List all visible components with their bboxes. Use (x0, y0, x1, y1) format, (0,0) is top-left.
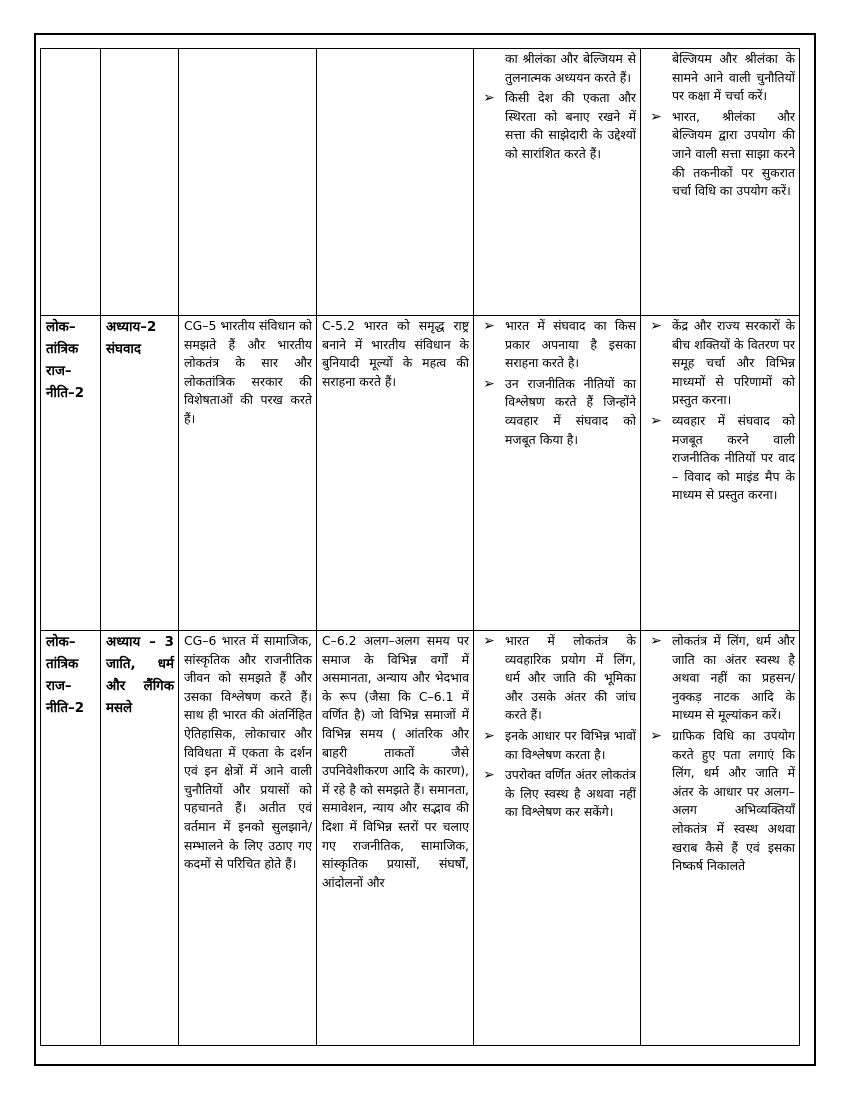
list-item (479, 89, 636, 163)
table-row (41, 49, 800, 316)
list-item (479, 727, 636, 764)
subject-cell: लोक–तांत्रिक राज–नीति–2 (41, 631, 101, 1046)
table-row (41, 316, 800, 631)
list-item (479, 317, 636, 373)
arrow-bullet-icon: ➢ (483, 318, 495, 334)
continued-text: का श्रीलंका और बेल्जियम से तुलनात्मक अध्ययन करते हैं। (505, 51, 636, 85)
list-item-text: भारत में लोकतंत्र के व्यवहारिक प्रयोग में लिंग, धर्म और जाति की भूमिका और उसके अंतर की जांच करते हैं। (505, 633, 636, 723)
list-item-text: केंद्र और राज्य सरकारों के बीच शक्तियों के वितरण पर समूह चर्चा और विभिन्न माध्यमों से परिणामों को प्रस्तुत करना। (672, 318, 795, 408)
list-item (479, 375, 636, 449)
arrow-bullet-icon: ➢ (483, 767, 495, 784)
subject-cell: लोक–तांत्रिक राज–नीति–2 (41, 316, 101, 631)
list-item (646, 108, 795, 201)
table-row (41, 631, 800, 1046)
competency-cell (317, 49, 474, 316)
list-item (646, 412, 795, 505)
arrow-bullet-icon: ➢ (650, 633, 662, 649)
arrow-bullet-icon: ➢ (483, 633, 495, 649)
table-body (41, 49, 800, 1046)
list-item-text: भारत, श्रीलंका और बेल्जियम द्वारा उपयोग की जाने वाली सत्ता साझा करने की तकनीकों पर सुकरात चर्चा विधि का उपयोग करें। (672, 108, 795, 199)
bullet-list (646, 632, 795, 876)
chapter-cell: अध्याय – 3 जाति, धर्म और लैंगिक मसले (101, 631, 179, 1046)
arrow-bullet-icon: ➢ (650, 108, 662, 125)
list-item-text: इनके आधार पर विभिन्न भावों का विश्लेषण करता है। (505, 727, 636, 762)
learning-outcomes-cell (474, 49, 641, 316)
list-item (646, 632, 795, 725)
list-item-text: व्यवहार में संघवाद को मजबूत करने वाली राजनीतिक नीतियों पर वाद – विवाद को माइंड मैप के माध्यम से प्रस्तुत करना। (672, 412, 795, 503)
list-item-text: लोकतंत्र में लिंग, धर्म और जाति का अंतर स्वस्थ है अथवा नहीं का प्रहसन/नुक्कड़ नाटक आदि के माध्यम से मूल्यांकन करें। (672, 633, 795, 723)
pedagogy-cell (641, 631, 800, 1046)
arrow-bullet-icon: ➢ (650, 727, 662, 744)
curricular-goal-cell: CG–5 भारतीय संविधान को समझते हैं और भारतीय लोकतंत्र के सार और लोकतांत्रिक सरकार की विशेषताओं की परख करते हैं। (179, 316, 317, 631)
bullet-list (646, 108, 795, 201)
pedagogy-cell (641, 316, 800, 631)
list-item-text: ग्राफिक विधि का उपयोग करते हुए पता लगाएं कि लिंग, धर्म और जाति में अंतर के आधार पर अलग–अलग अभिव्यक्तियाँ लोकतंत्र में स्वस्थ अथवा खराब कैसे हैं एवं इसका निष्कर्ष निकालते (672, 727, 795, 874)
curriculum-table (40, 48, 800, 1046)
bullet-list (646, 317, 795, 505)
list-item (646, 727, 795, 876)
bullet-list (479, 317, 636, 449)
continued-text: बेल्जियम और श्रीलंका के सामने आने वाली चुनौतियों पर कक्षा में चर्चा करें। (672, 51, 795, 104)
arrow-bullet-icon: ➢ (483, 375, 495, 392)
list-item (479, 632, 636, 725)
arrow-bullet-icon: ➢ (483, 727, 495, 744)
list-item-text: उन राजनीतिक नीतियों का विश्लेषण करते हैं जिन्होंने व्यवहार में संघवाद को मजबूत किया है। (505, 375, 636, 447)
list-item-text: किसी देश की एकता और स्थिरता को बनाए रखने में सत्ता की साझेदारी के उद्देश्यों को सारांशित करते हैं। (505, 90, 636, 161)
arrow-bullet-icon: ➢ (650, 412, 662, 429)
curricular-goal-cell (179, 49, 317, 316)
list-item-text: उपरोक्त वर्णित अंतर लोकतंत्र के लिए स्वस्थ है अथवा नहीं का विश्लेषण कर सकेंगे। (505, 767, 636, 820)
pedagogy-cell (641, 49, 800, 316)
list-item (479, 766, 636, 822)
arrow-bullet-icon: ➢ (650, 318, 662, 334)
list-item-text: भारत में संघवाद का किस प्रकार अपनाया है इसका सराहना करते है। (505, 318, 636, 371)
bullet-list (479, 632, 636, 822)
competency-cell: C-5.2 भारत को समृद्ध राष्ट्र बनाने में भारतीय संविधान के बुनियादी मूल्यों के महत्व की सराहना करते हैं। (317, 316, 474, 631)
arrow-bullet-icon: ➢ (483, 90, 495, 107)
learning-outcomes-cell (474, 631, 641, 1046)
learning-outcomes-cell (474, 316, 641, 631)
list-item (646, 317, 795, 410)
subject-cell (41, 49, 101, 316)
chapter-cell (101, 49, 179, 316)
competency-cell: C–6.2 अलग–अलग समय पर समाज के विभिन्न वर्गों में असमानता, अन्याय और भेदभाव के रूप (जैसा कि C–6.1 में वर्णित है) जो विभिन्न समाजों में विभिन्न समय ( आंतरिक और बाहरी ताकतों जैसे उपनिवेशीकरण आदि के कारण), में रहे है को समझते हैं। समानता, समावेशन, न्याय और सद्भाव की दिशा में विभिन्न स्तरों पर चलाए गए राजनीतिक, सामाजिक, सांस्कृतिक प्रयासों, संघर्षों, आंदोलनों और (317, 631, 474, 1046)
chapter-cell: अध्याय–2 संघवाद (101, 316, 179, 631)
bullet-list (479, 89, 636, 163)
curricular-goal-cell: CG–6 भारत में सामाजिक, सांस्कृतिक और राजनीतिक जीवन को समझते हैं और उसका विश्लेषण करते हैं। साथ ही भारत की अंतर्निहित ऐतिहासिक, लोकाचार और विविधता में एकता के दर्शन एवं इन क्षेत्रों में आने वाली चुनौतियों और प्रयासों को पहचानते हैं। अतीत एवं वर्तमान में इनको सुलझाने/ सम्भालने के लिए उठाए गए कदमों से परिचित होते हैं। (179, 631, 317, 1046)
